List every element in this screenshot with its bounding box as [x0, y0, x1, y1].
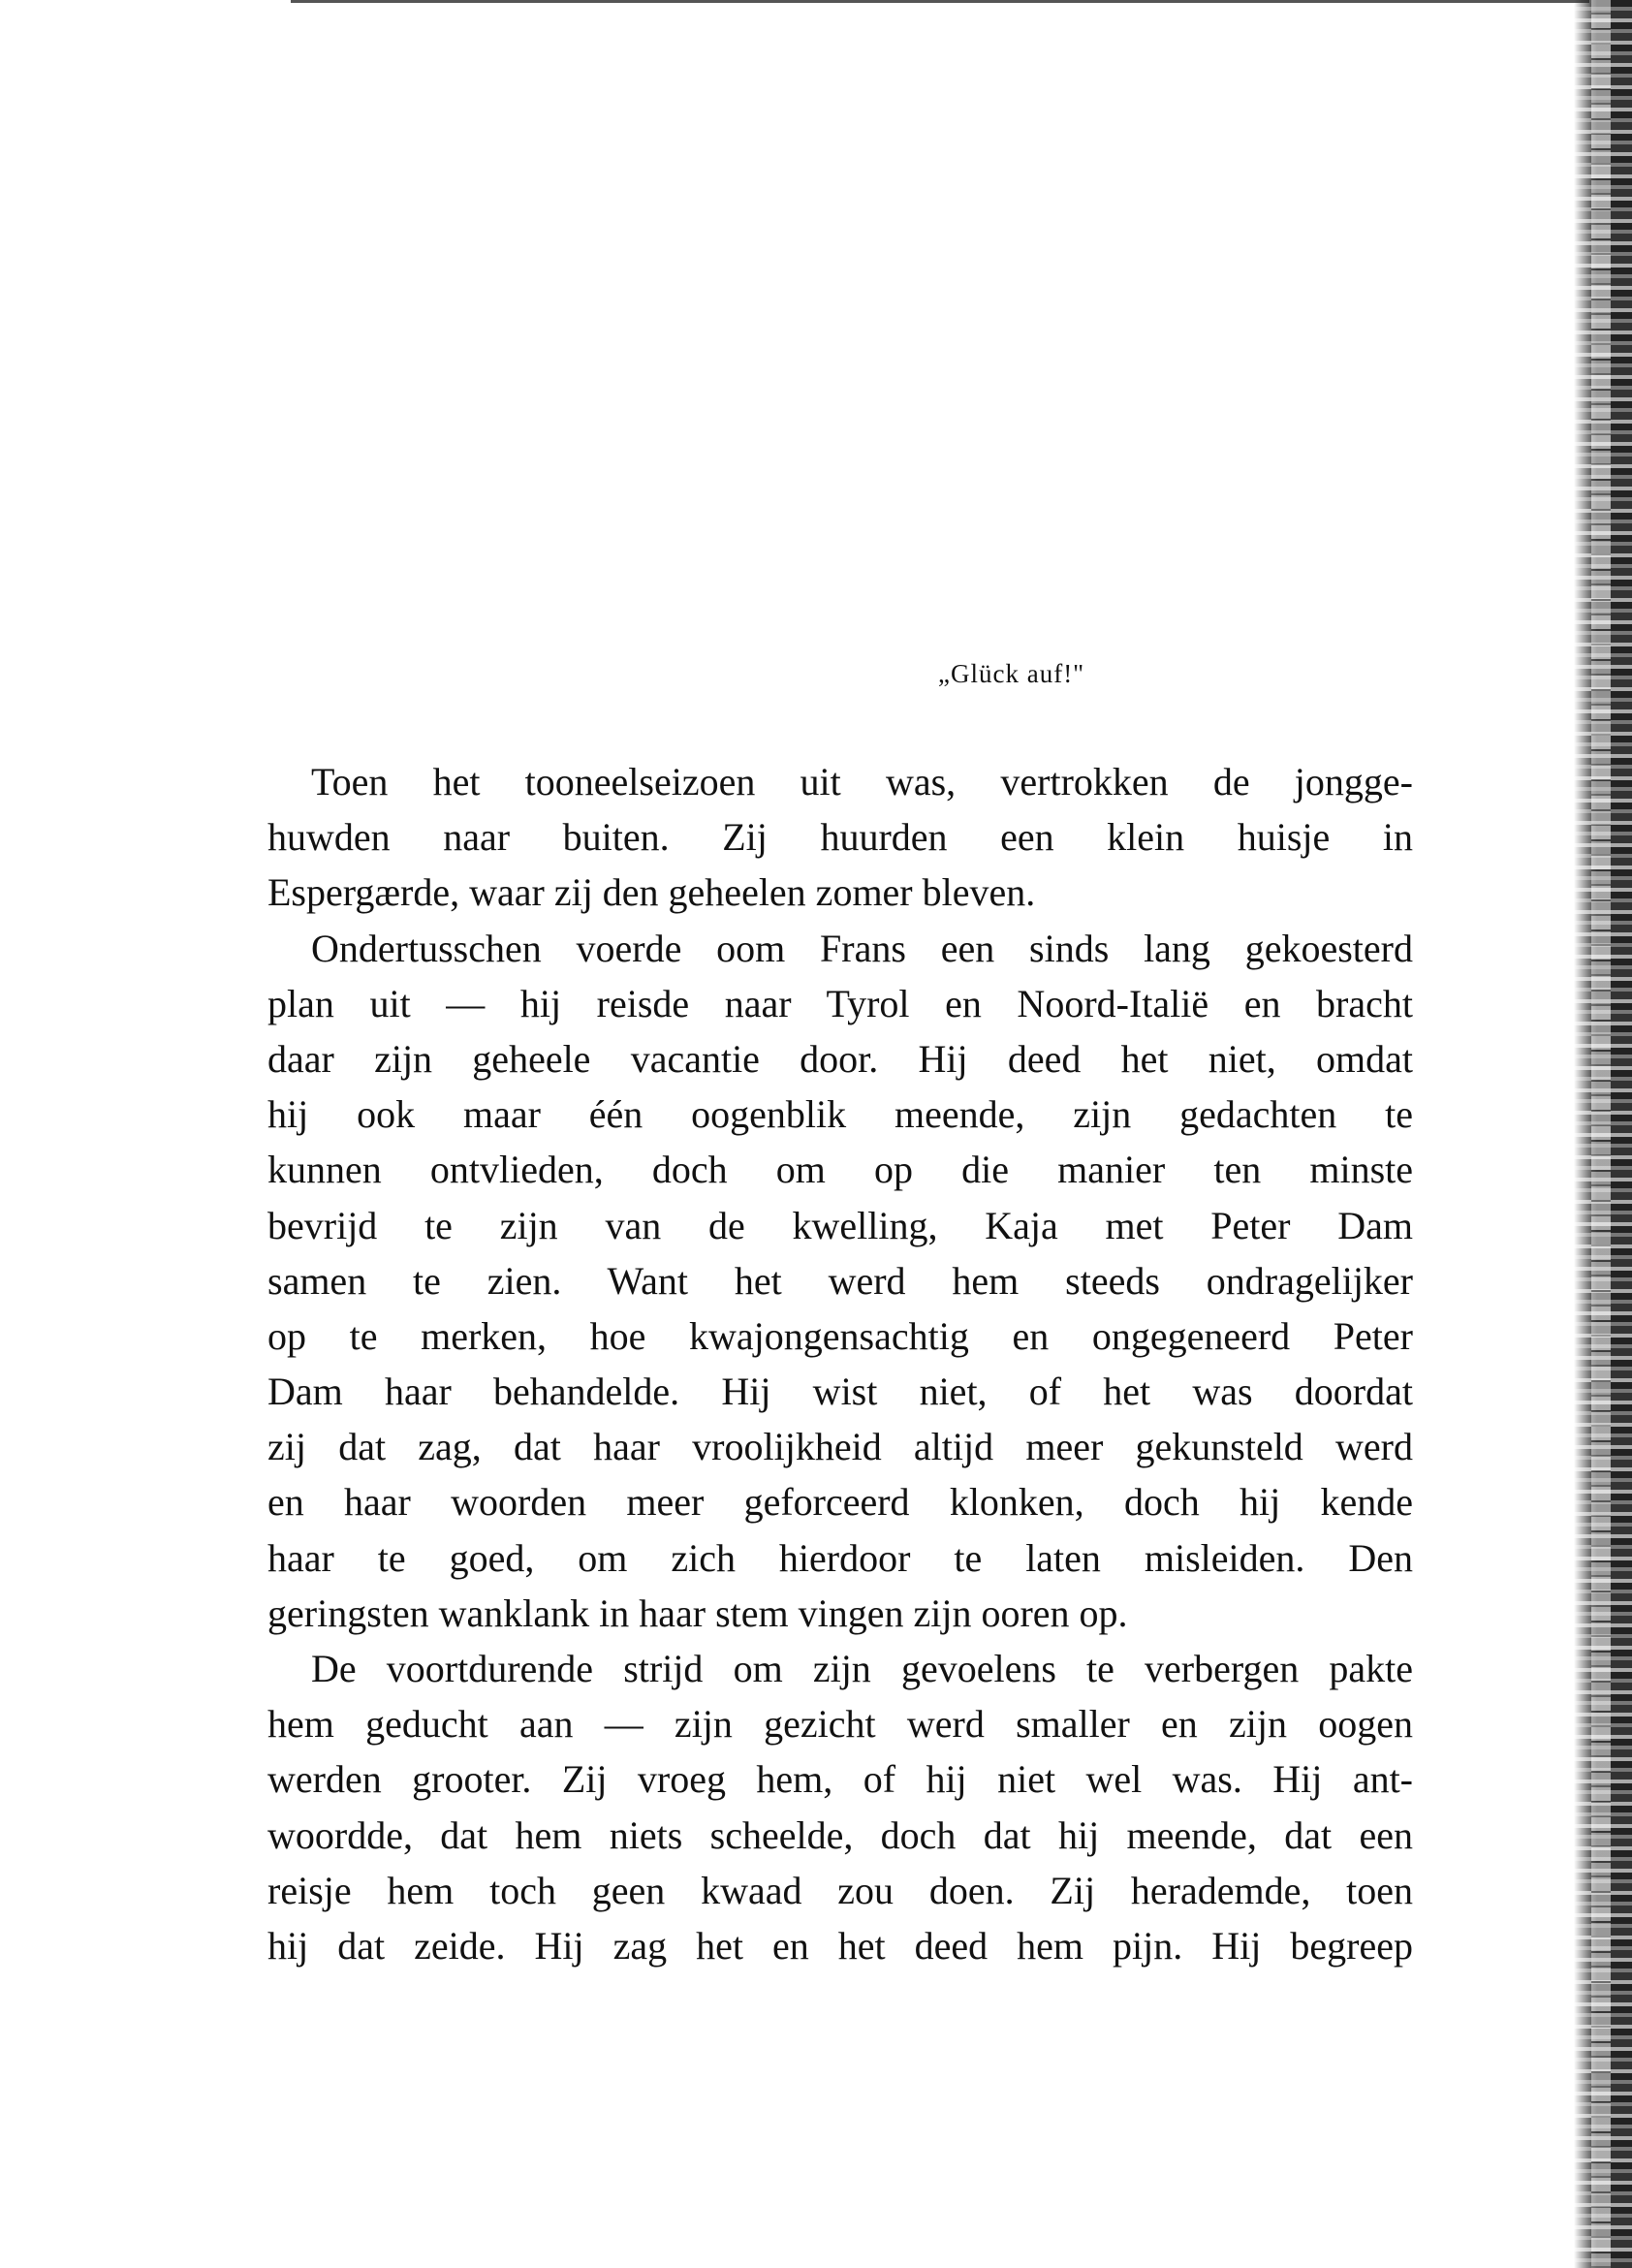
text-line: werden grooter. Zij vroeg hem, of hij niet wel was. Hij ant-	[267, 1757, 1413, 1802]
text-line: plan uit — hij reisde naar Tyrol en Noord-Italië en bracht	[267, 981, 1413, 1025]
text-line: reisje hem toch geen kwaad zou doen. Zij herademde, toen	[267, 1868, 1413, 1912]
running-heading: „Glück auf!"	[938, 659, 1085, 688]
text-line: woordde, dat hem niets scheelde, doch dat hij meende, dat een	[267, 1812, 1413, 1857]
text-line: Dam haar behandelde. Hij wist niet, of het was doordat	[267, 1370, 1413, 1414]
body-text	[267, 754, 1413, 1973]
text-line: haar te goed, om zich hierdoor te laten misleiden. Den	[267, 1535, 1413, 1580]
text-line: op te merken, hoe kwajongensachtig en ongegeneerd Peter	[267, 1313, 1413, 1358]
text-line: De voortdurende strijd om zijn gevoelens te verbergen pakte	[311, 1647, 1413, 1690]
text-line: Toen het tooneelseizoen uit was, vertrokken de jongge-	[311, 760, 1413, 803]
text-line: kunnen ontvlieden, doch om op die manier ten minste	[267, 1148, 1413, 1192]
text-line: daar zijn geheele vacantie door. Hij deed het niet, omdat	[267, 1036, 1413, 1081]
text-line: Ondertusschen voerde oom Frans een sinds lang gekoesterd	[311, 926, 1413, 970]
scan-page-edge-texture	[1591, 0, 1611, 2268]
paragraph-3	[267, 1641, 1413, 1973]
text-line: hij dat zeide. Hij zag het en het deed hem pijn. Hij begreep	[267, 1923, 1413, 1968]
text-line: hem geducht aan — zijn gezicht werd smaller en zijn oogen	[267, 1702, 1413, 1747]
scan-top-edge	[291, 0, 1589, 3]
text-line: en haar woorden meer geforceerd klonken, doch hij kende	[267, 1480, 1413, 1525]
paragraph-2	[267, 921, 1413, 1641]
text-line: geringsten wanklank in haar stem vingen zijn ooren op.	[267, 1591, 1128, 1635]
text-line: zij dat zag, dat haar vroolijkheid altijd meer gekunsteld werd	[267, 1425, 1413, 1469]
text-line: huwden naar buiten. Zij huurden een klein huisje in	[267, 815, 1413, 860]
text-line: Espergærde, waar zij den geheelen zomer bleven.	[267, 870, 1036, 915]
text-line: bevrijd te zijn van de kwelling, Kaja met Peter Dam	[267, 1203, 1413, 1247]
paragraph-1	[267, 754, 1413, 921]
text-line: samen te zien. Want het werd hem steeds ondragelijker	[267, 1258, 1413, 1303]
text-line: hij ook maar één oogenblik meende, zijn gedachten te	[267, 1092, 1413, 1137]
